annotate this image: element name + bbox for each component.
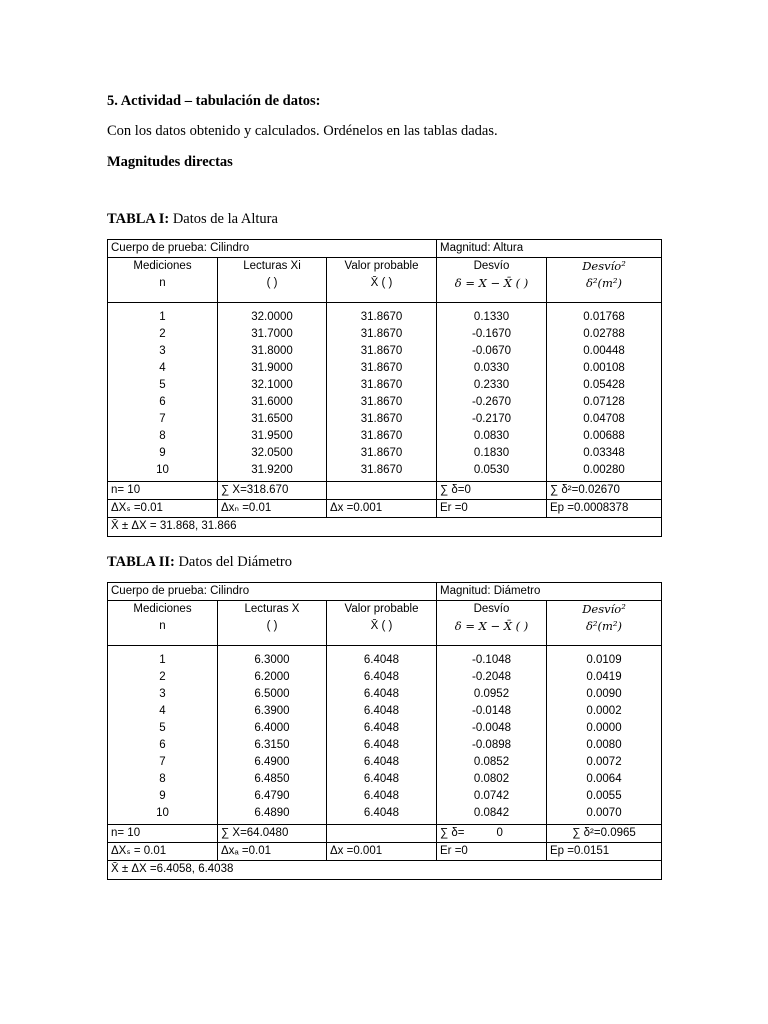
table2-caption-text: Datos del Diámetro (174, 554, 293, 570)
table1-sum-empty (327, 482, 437, 500)
table-cell-d: 0.0842 (437, 805, 547, 825)
table1-er: Er =0 (437, 500, 547, 518)
table-cell-n: 4 (108, 703, 218, 720)
table-cell-d: 0.0330 (437, 360, 547, 377)
table-cell-d2: 0.02788 (547, 326, 662, 343)
table-cell-n: 1 (108, 303, 218, 327)
table-cell-x: 6.4890 (218, 805, 327, 825)
table-cell-n: 2 (108, 669, 218, 686)
table-row (108, 754, 662, 771)
table-cell-d: 0.2330 (437, 377, 547, 394)
table1-magnitude: Magnitud: Altura (437, 240, 662, 258)
table-cell-n: 10 (108, 462, 218, 482)
table-cell-x: 6.3000 (218, 646, 327, 670)
table-cell-xbar: 6.4048 (327, 720, 437, 737)
table-cell-n: 8 (108, 428, 218, 445)
table-cell-d2: 0.0055 (547, 788, 662, 805)
table-cell-xbar: 31.8670 (327, 377, 437, 394)
table2-header-lecturas: Lecturas X ( ) (218, 601, 327, 646)
table1-header-desvio2: Desvío² δ²(m²) (547, 258, 662, 303)
table1-dx: Δx =0.001 (327, 500, 437, 518)
table-cell-x: 31.6500 (218, 411, 327, 428)
table-cell-xbar: 6.4048 (327, 646, 437, 670)
table-cell-d: -0.0670 (437, 343, 547, 360)
table-cell-d: 0.0742 (437, 788, 547, 805)
table-cell-x: 6.4000 (218, 720, 327, 737)
table2-sum-d2: ∑ δ²=0.0965 (547, 825, 662, 843)
table-cell-x: 31.9000 (218, 360, 327, 377)
table-cell-xbar: 6.4048 (327, 771, 437, 788)
table-cell-xbar: 31.8670 (327, 394, 437, 411)
table-cell-xbar: 6.4048 (327, 754, 437, 771)
table1-dxs: ΔXₛ =0.01 (108, 500, 218, 518)
table1-result: X̄ ± ΔX = 31.868, 31.866 (108, 518, 662, 537)
table-cell-d: -0.1048 (437, 646, 547, 670)
table-cell-n: 6 (108, 394, 218, 411)
table-cell-xbar: 31.8670 (327, 411, 437, 428)
table2-error-row (108, 843, 662, 861)
table-cell-xbar: 31.8670 (327, 326, 437, 343)
table-cell-d2: 0.00108 (547, 360, 662, 377)
table1-header-mediciones: Mediciones n (108, 258, 218, 303)
table-cell-d2: 0.0072 (547, 754, 662, 771)
table2 (107, 582, 662, 880)
table-cell-x: 6.3150 (218, 737, 327, 754)
table2-dxs: ΔXₛ = 0.01 (108, 843, 218, 861)
table1-specimen: Cuerpo de prueba: Cilindro (108, 240, 437, 258)
table-row (108, 360, 662, 377)
table-row (108, 703, 662, 720)
table-cell-n: 8 (108, 771, 218, 788)
table-cell-n: 5 (108, 377, 218, 394)
table2-header-row (108, 601, 662, 646)
table-cell-d: -0.2170 (437, 411, 547, 428)
table2-header-desvio2: Desvío² δ²(m²) (547, 601, 662, 646)
table-cell-x: 31.7000 (218, 326, 327, 343)
table1 (107, 239, 662, 537)
table-cell-xbar: 6.4048 (327, 737, 437, 754)
table2-magnitude: Magnitud: Diámetro (437, 583, 662, 601)
table1-sum-n: n= 10 (108, 482, 218, 500)
table-cell-n: 6 (108, 737, 218, 754)
table2-er: Er =0 (437, 843, 547, 861)
table-row (108, 771, 662, 788)
table-cell-x: 6.4900 (218, 754, 327, 771)
table-cell-x: 32.0500 (218, 445, 327, 462)
table2-specimen: Cuerpo de prueba: Cilindro (108, 583, 437, 601)
table-cell-d2: 0.00280 (547, 462, 662, 482)
table-cell-xbar: 31.8670 (327, 360, 437, 377)
table-row (108, 646, 662, 670)
table-cell-xbar: 6.4048 (327, 686, 437, 703)
table-cell-d: 0.1830 (437, 445, 547, 462)
table-row (108, 720, 662, 737)
table-cell-x: 6.5000 (218, 686, 327, 703)
table-row (108, 326, 662, 343)
table-cell-x: 32.1000 (218, 377, 327, 394)
table1-caption-label: TABLA I: (107, 211, 170, 227)
table-row (108, 669, 662, 686)
intro-text: Con los datos obtenido y calculados. Ordénelos en las tablas dadas. (107, 123, 498, 139)
table-cell-xbar: 31.8670 (327, 303, 437, 327)
table-cell-d: -0.1670 (437, 326, 547, 343)
table-row (108, 377, 662, 394)
table-cell-x: 31.9500 (218, 428, 327, 445)
table1-error-row (108, 500, 662, 518)
table1-header-desvio: Desvío δ = X − X̄ ( ) (437, 258, 547, 303)
table-cell-x: 6.4790 (218, 788, 327, 805)
table-cell-n: 2 (108, 326, 218, 343)
table-row (108, 394, 662, 411)
table1-header-row (108, 258, 662, 303)
table-cell-d2: 0.0109 (547, 646, 662, 670)
table2-sum-empty (327, 825, 437, 843)
table2-header-mediciones: Mediciones n (108, 601, 218, 646)
table-cell-d2: 0.07128 (547, 394, 662, 411)
table-cell-d: -0.2048 (437, 669, 547, 686)
table-cell-d2: 0.0070 (547, 805, 662, 825)
table-cell-n: 1 (108, 646, 218, 670)
table-cell-d2: 0.0090 (547, 686, 662, 703)
table-cell-n: 4 (108, 360, 218, 377)
table-cell-d2: 0.05428 (547, 377, 662, 394)
table-cell-d2: 0.0419 (547, 669, 662, 686)
table-cell-x: 6.4850 (218, 771, 327, 788)
table-cell-d: 0.0952 (437, 686, 547, 703)
table1-caption (107, 211, 278, 228)
table-row (108, 343, 662, 360)
table-cell-xbar: 31.8670 (327, 428, 437, 445)
table-cell-xbar: 31.8670 (327, 343, 437, 360)
table-cell-n: 3 (108, 686, 218, 703)
table-cell-x: 32.0000 (218, 303, 327, 327)
table-cell-d: -0.0148 (437, 703, 547, 720)
table-cell-d2: 0.01768 (547, 303, 662, 327)
table-cell-xbar: 31.8670 (327, 462, 437, 482)
table1-dxn: Δxₙ =0.01 (218, 500, 327, 518)
table-row (108, 462, 662, 482)
table1-sum-d: ∑ δ=0 (437, 482, 547, 500)
table-cell-n: 3 (108, 343, 218, 360)
table2-result: X̄ ± ΔX =6.4058, 6.4038 (108, 861, 662, 880)
table-cell-d2: 0.0080 (547, 737, 662, 754)
table-cell-x: 31.6000 (218, 394, 327, 411)
table1-header-lecturas: Lecturas Xi ( ) (218, 258, 327, 303)
table-cell-xbar: 6.4048 (327, 805, 437, 825)
table-row (108, 788, 662, 805)
section-heading: 5. Actividad – tabulación de datos: (107, 93, 321, 109)
table-cell-n: 7 (108, 754, 218, 771)
table-cell-n: 9 (108, 445, 218, 462)
table-cell-xbar: 6.4048 (327, 703, 437, 720)
table1-sum-x: ∑ X=318.670 (218, 482, 327, 500)
table2-header-valor-probable: Valor probable X̄ ( ) (327, 601, 437, 646)
table2-caption-label: TABLA II: (107, 554, 175, 570)
table-row (108, 805, 662, 825)
table-cell-d: -0.0898 (437, 737, 547, 754)
table2-sum-d: ∑ δ= 0 (437, 825, 547, 843)
table-cell-d: 0.0530 (437, 462, 547, 482)
table-cell-x: 31.8000 (218, 343, 327, 360)
table-cell-n: 10 (108, 805, 218, 825)
table2-caption (107, 554, 292, 571)
table1-header-valor-probable: Valor probable X̄ ( ) (327, 258, 437, 303)
table-cell-d: 0.0830 (437, 428, 547, 445)
table-row (108, 411, 662, 428)
table-cell-d2: 0.00448 (547, 343, 662, 360)
table-cell-d2: 0.04708 (547, 411, 662, 428)
table-cell-x: 6.3900 (218, 703, 327, 720)
table-cell-xbar: 31.8670 (327, 445, 437, 462)
table2-summary-row (108, 825, 662, 843)
table-cell-d: 0.0802 (437, 771, 547, 788)
table1-sum-d2: ∑ δ²=0.02670 (547, 482, 662, 500)
table-row (108, 686, 662, 703)
table-cell-d: -0.2670 (437, 394, 547, 411)
table2-dx: Δx =0.001 (327, 843, 437, 861)
table-row (108, 303, 662, 327)
table2-ep: Ep =0.0151 (547, 843, 662, 861)
table1-caption-text: Datos de la Altura (169, 211, 278, 227)
table-cell-x: 31.9200 (218, 462, 327, 482)
table-cell-xbar: 6.4048 (327, 669, 437, 686)
table-cell-d2: 0.0002 (547, 703, 662, 720)
subheading: Magnitudes directas (107, 154, 233, 170)
table1-summary-row (108, 482, 662, 500)
table-cell-d2: 0.0064 (547, 771, 662, 788)
table-cell-d: -0.0048 (437, 720, 547, 737)
table-cell-d2: 0.00688 (547, 428, 662, 445)
table-row (108, 445, 662, 462)
table-cell-x: 6.2000 (218, 669, 327, 686)
table-cell-n: 7 (108, 411, 218, 428)
table1-ep: Ep =0.0008378 (547, 500, 662, 518)
table-cell-d2: 0.0000 (547, 720, 662, 737)
table-row (108, 737, 662, 754)
table-cell-n: 9 (108, 788, 218, 805)
table-cell-n: 5 (108, 720, 218, 737)
table2-header-desvio: Desvío δ = X − X̄ ( ) (437, 601, 547, 646)
table-cell-d: 0.1330 (437, 303, 547, 327)
table2-dxn: Δxₐ =0.01 (218, 843, 327, 861)
table-cell-xbar: 6.4048 (327, 788, 437, 805)
table-cell-d2: 0.03348 (547, 445, 662, 462)
table-row (108, 428, 662, 445)
table2-sum-x: ∑ X=64.0480 (218, 825, 327, 843)
table2-sum-n: n= 10 (108, 825, 218, 843)
table-cell-d: 0.0852 (437, 754, 547, 771)
